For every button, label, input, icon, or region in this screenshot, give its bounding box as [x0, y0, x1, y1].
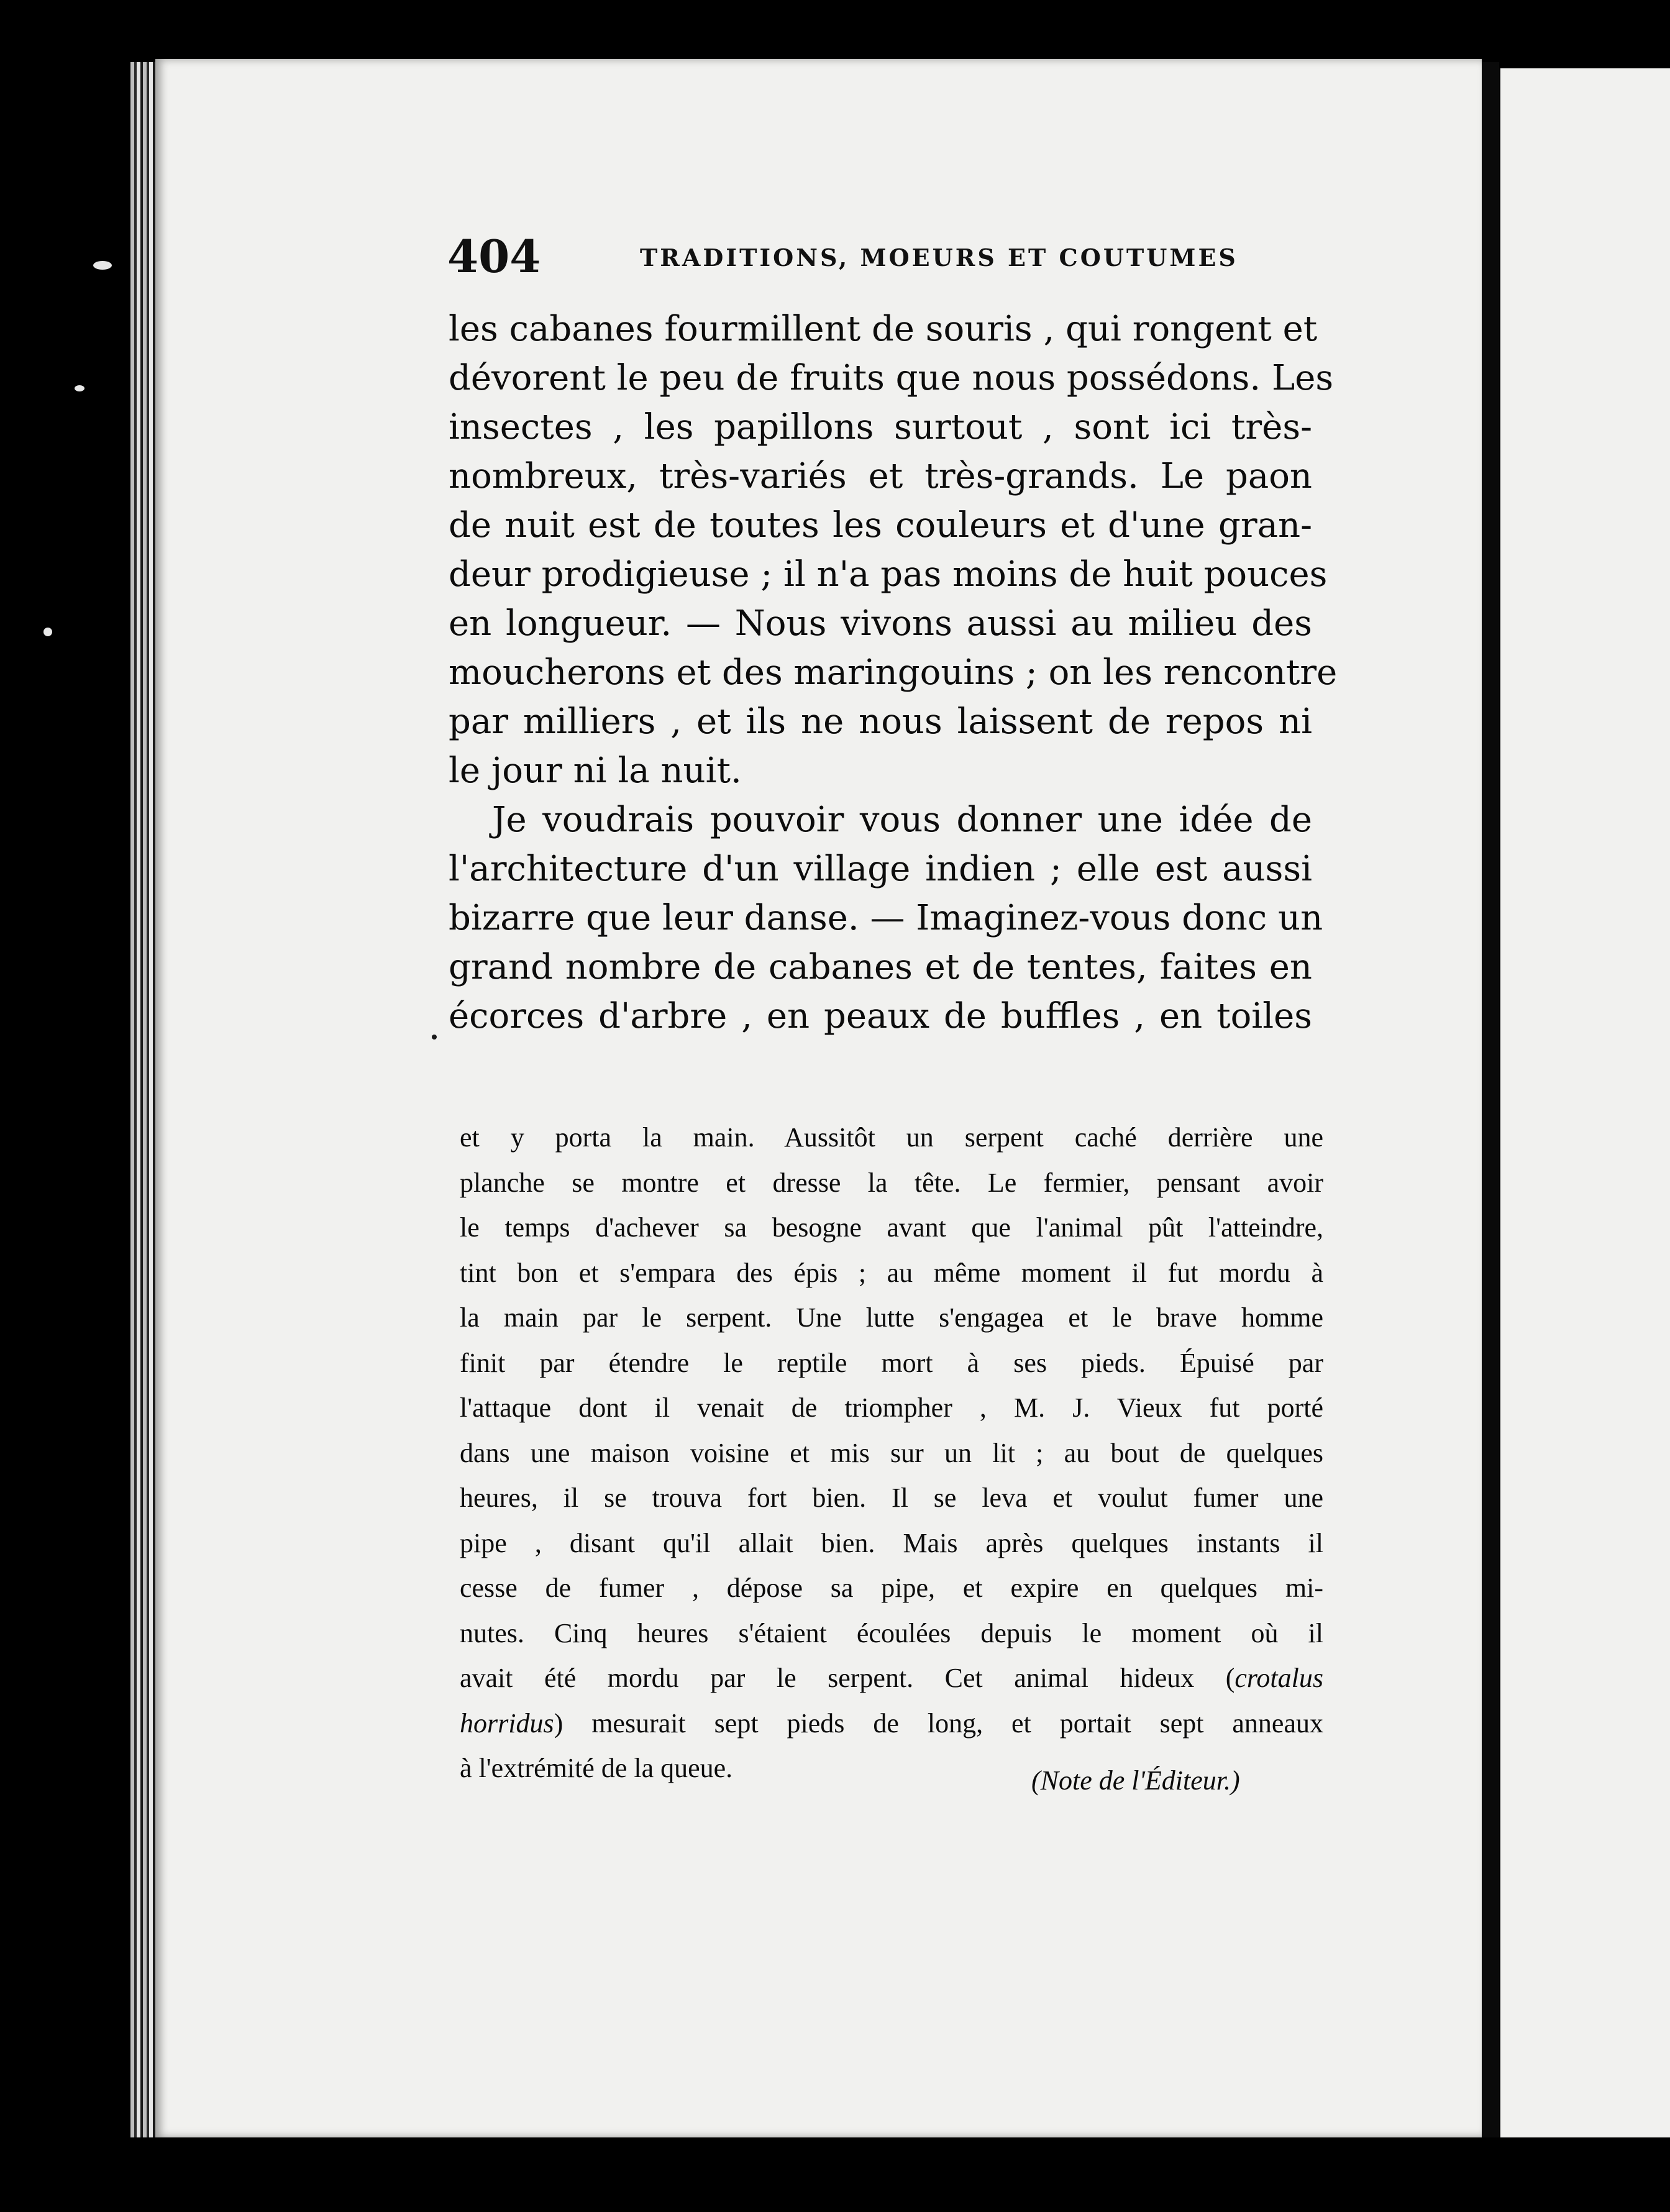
- footnote-line: l'attaque dont il venait de triompher , M. J. Vieux fut porté: [460, 1392, 1323, 1423]
- scan-speck: [75, 385, 84, 391]
- page-gutter: [1482, 62, 1499, 2137]
- footnote-line: cesse de fumer , dépose sa pipe, et expire en quelques mi-: [460, 1573, 1323, 1603]
- scan-speck: [93, 261, 112, 270]
- text-line: les cabanes fourmillent de souris , qui rongent et: [449, 309, 1318, 349]
- footnote-line: tint bon et s'empara des épis ; au même moment il fut mordu à: [460, 1257, 1323, 1288]
- footnote-line: [460, 1701, 1323, 1747]
- text-line: insectes , les papillons surtout , sont ici très-: [449, 407, 1312, 447]
- footnote-line: la main par le serpent. Une lutte s'engagea et le brave homme: [460, 1302, 1323, 1333]
- editor-note-signature: (Note de l'Éditeur.): [1031, 1765, 1240, 1796]
- footnote-line: heures, il se trouva fort bien. Il se leva et voulut fumer une: [460, 1483, 1323, 1513]
- scan-speck: [432, 1035, 437, 1040]
- footnote-line: le temps d'achever sa besogne avant que l'animal pût l'atteindre,: [460, 1212, 1323, 1243]
- footnote-line: dans une maison voisine et mis sur un lit ; au bout de quelques: [460, 1437, 1323, 1468]
- text-line: en longueur. — Nous vivons aussi au milieu des: [449, 603, 1312, 644]
- text-line: bizarre que leur danse. — Imaginez-vous donc un: [449, 898, 1323, 938]
- text-line: Je voudrais pouvoir vous donner une idée de: [492, 800, 1312, 840]
- footnote-line: [460, 1656, 1323, 1701]
- text-line: de nuit est de toutes les couleurs et d'une gran-: [449, 505, 1312, 546]
- text-line: grand nombre de cabanes et de tentes, faites en: [449, 947, 1312, 987]
- footnote-line: planche se montre et dresse la tête. Le fermier, pensant avoir: [460, 1167, 1323, 1198]
- text-line: écorces d'arbre , en peaux de buffles , en toiles: [449, 996, 1312, 1036]
- text-line: dévorent le peu de fruits que nous possédons. Les: [449, 358, 1334, 398]
- footnote-line: finit par étendre le reptile mort à ses pieds. Épuisé par: [460, 1347, 1323, 1378]
- footnote-segment: ) mesurait sept pieds de long, et portait sept anneaux: [554, 1707, 1323, 1739]
- text-line: par milliers , et ils ne nous laissent de repos ni: [449, 702, 1312, 742]
- footnote-line: et y porta la main. Aussitôt un serpent caché derrière une: [460, 1122, 1323, 1153]
- running-head: TRADITIONS, MOEURS ET COUTUMES: [640, 244, 1238, 272]
- text-line: deur prodigieuse ; il n'a pas moins de huit pouces: [449, 554, 1328, 595]
- adjacent-page: [1500, 68, 1670, 2137]
- species-name-genus: crotalus: [1234, 1663, 1323, 1693]
- scan-speck: [43, 628, 52, 636]
- page-header: [447, 230, 1317, 286]
- text-line: l'architecture d'un village indien ; elle est aussi: [449, 849, 1312, 889]
- species-name-epithet: horridus: [460, 1707, 554, 1739]
- footnote-segment: avait été mordu par le serpent. Cet animal hideux (: [460, 1663, 1235, 1693]
- page-number: 404: [447, 230, 541, 283]
- main-text-block: [449, 304, 1338, 1041]
- text-line: moucherons et des maringouins ; on les rencontre: [449, 652, 1338, 693]
- footnote-line: nutes. Cinq heures s'étaient écoulées depuis le moment où il: [460, 1617, 1323, 1648]
- footnote-block: [460, 1115, 1323, 1791]
- footnote-line: pipe , disant qu'il allait bien. Mais après quelques instants il: [460, 1527, 1323, 1558]
- footnote-line: à l'extrémité de la queue.: [460, 1753, 733, 1783]
- text-line: le jour ni la nuit.: [449, 751, 742, 791]
- text-line: nombreux, très-variés et très-grands. Le paon: [449, 456, 1312, 496]
